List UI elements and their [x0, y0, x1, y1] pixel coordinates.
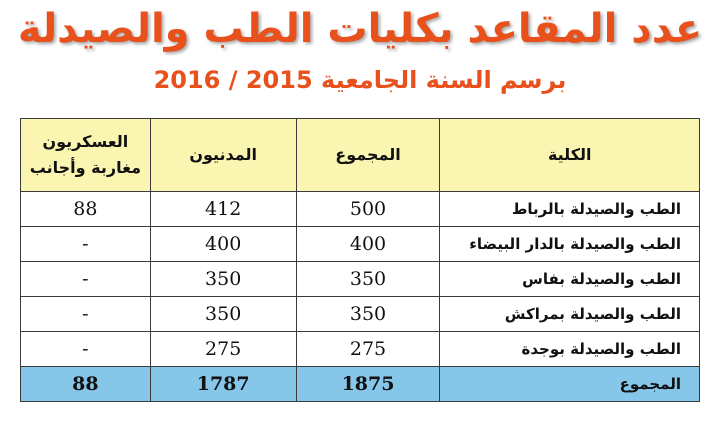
row-military: -: [21, 262, 151, 297]
row-military: -: [21, 227, 151, 262]
table-row: [21, 192, 700, 227]
seats-table: [20, 118, 700, 402]
row-civilians: 275: [150, 332, 296, 367]
row-military: 88: [21, 192, 151, 227]
row-civilians: 400: [150, 227, 296, 262]
table-row: [21, 227, 700, 262]
row-civilians: 350: [150, 297, 296, 332]
table-row: [21, 297, 700, 332]
row-total: 400: [296, 227, 440, 262]
row-military: -: [21, 297, 151, 332]
page-subtitle: برسم السنة الجامعية 2015 / 2016: [153, 66, 567, 94]
total-label: المجموع: [440, 367, 700, 402]
row-faculty: الطب والصيدلة بالرباط: [440, 192, 700, 227]
table-row: [21, 332, 700, 367]
row-faculty: الطب والصيدلة بوجدة: [440, 332, 700, 367]
row-total: 275: [296, 332, 440, 367]
header-military-line2: مغاربة وأجانب: [29, 158, 142, 177]
row-civilians: 350: [150, 262, 296, 297]
row-military: -: [21, 332, 151, 367]
header-civilians: المدنيون: [150, 119, 296, 192]
row-faculty: الطب والصيدلة بمراكش: [440, 297, 700, 332]
row-civilians: 412: [150, 192, 296, 227]
header-total: المجموع: [296, 119, 440, 192]
row-faculty: الطب والصيدلة بفاس: [440, 262, 700, 297]
total-total: 1875: [296, 367, 440, 402]
row-total: 350: [296, 262, 440, 297]
header-faculty: الكلية: [440, 119, 700, 192]
total-military: 88: [21, 367, 151, 402]
page-title: عدد المقاعد بكليات الطب والصيدلة: [17, 6, 703, 52]
header-military: [21, 119, 151, 192]
table-total-row: [21, 367, 700, 402]
row-faculty: الطب والصيدلة بالدار البيضاء: [440, 227, 700, 262]
table-header-row: [21, 119, 700, 192]
total-civilians: 1787: [150, 367, 296, 402]
header-military-line1: العسكريون: [42, 132, 129, 151]
table-row: [21, 262, 700, 297]
row-total: 350: [296, 297, 440, 332]
row-total: 500: [296, 192, 440, 227]
